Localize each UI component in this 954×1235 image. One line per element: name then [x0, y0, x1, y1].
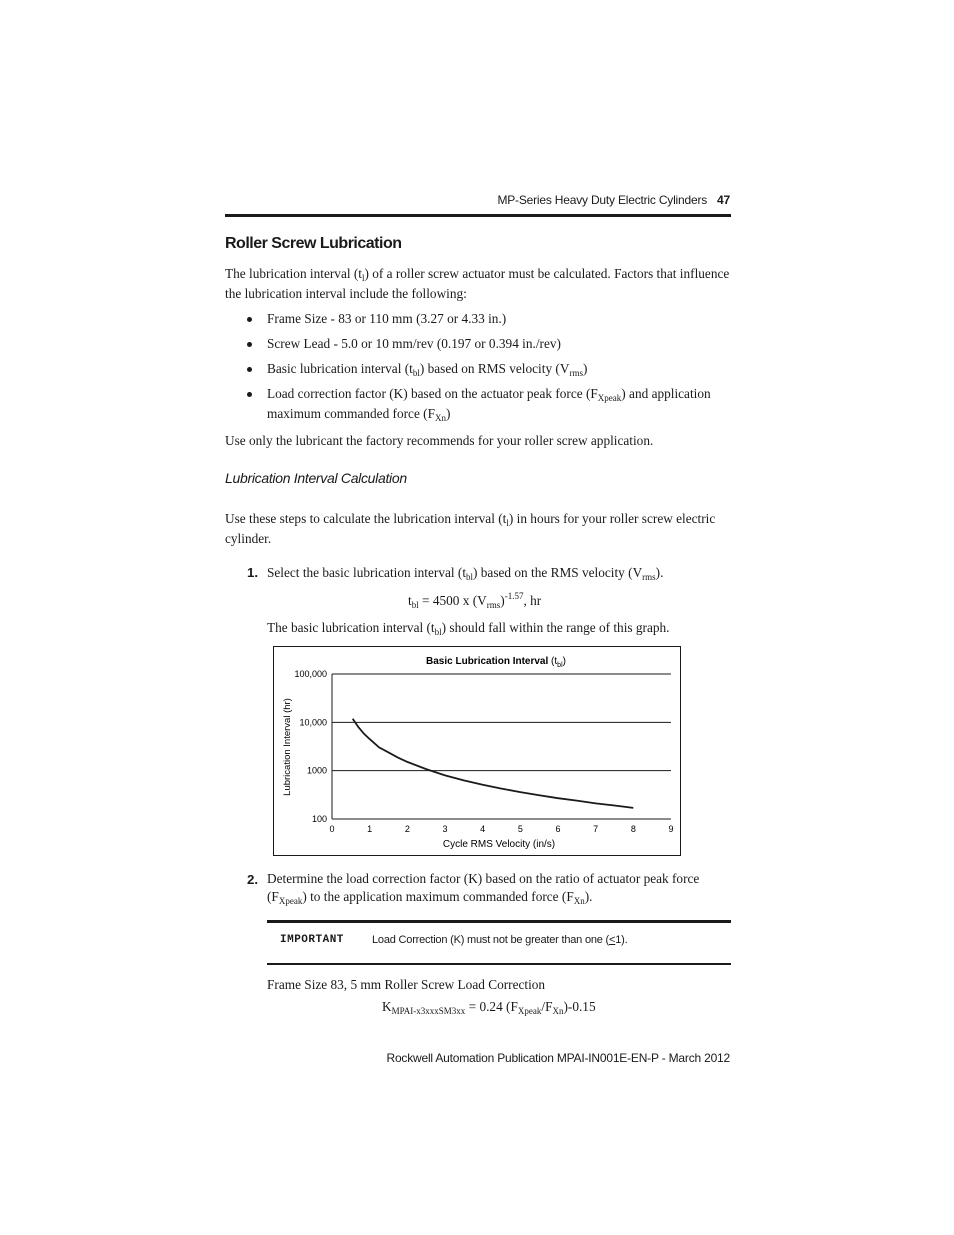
bullet-icon — [247, 317, 252, 322]
list-item: Load correction factor (K) based on the actuator peak force $(F_{Xpeak})$ and application maximum commanded force $(F_{Xn})$ — [247, 384, 717, 424]
bullet-icon — [247, 367, 252, 372]
basic-interval-formula: $t_{bl} = 4500$ x $(V_{rms})^{-1.57}$, hr — [408, 591, 542, 610]
list-item: Screw Lead - 5.0 or 10 mm/rev (0.197 or 0.394 in./rev) — [247, 334, 717, 354]
x-tick-label: 8 — [630, 824, 636, 834]
y-axis-label: Lubrication Interval (hr) — [282, 698, 293, 796]
x-tick-label: 2 — [404, 824, 410, 834]
series-line — [353, 719, 634, 808]
header-rule — [225, 214, 731, 217]
subsection-title: Lubrication Interval Calculation — [225, 470, 407, 486]
graph-range-text: The basic lubrication interval $(t_{bl})$ should fall within the range of this graph. — [267, 620, 670, 637]
important-rule-top — [267, 920, 731, 923]
y-tick-label: 100 — [311, 814, 327, 824]
x-tick-label: 3 — [442, 824, 448, 834]
page-footer: Rockwell Automation Publication MPAI-IN001E-EN-P - March 2012 — [386, 1051, 730, 1065]
bullet-icon — [247, 392, 252, 397]
load-correction-caption: Frame Size 83, 5 mm Roller Screw Load Correction — [267, 977, 546, 992]
chart-title: Basic Lubrication Interval $(t_{bl})$ — [426, 656, 566, 669]
lubrication-chart — [273, 646, 681, 856]
important-text: Load Correction (K) must not be greater than one (<1). — [372, 934, 628, 946]
y-tick-label: 10,000 — [299, 717, 327, 728]
chart-svg — [274, 647, 680, 855]
y-tick-label: 100,000 — [294, 669, 327, 679]
important-rule-bottom — [267, 963, 731, 965]
step-text: Select the basic lubrication interval $(t_{bl})$ based on the RMS velocity $(V_{rms})$. — [267, 565, 664, 582]
section-title: Roller Screw Lubrication — [225, 235, 402, 252]
running-header — [497, 193, 730, 207]
list-item: Basic lubrication interval $(t_{bl})$ based on RMS velocity $(V_{rms})$ — [247, 359, 717, 379]
x-tick-label: 6 — [555, 824, 561, 834]
step-text: Determine the load correction factor (K) based on the ratio of actuator peak force $(F_{Xpeak})$ to the application maximum commanded force $(F_{Xn})$. — [267, 871, 700, 906]
section-intro: The lubrication interval $(t_l)$ of a roller screw actuator must be calculated. Factors that influence the lubrication interval include the following: — [225, 266, 730, 301]
x-tick-label: 7 — [593, 824, 599, 834]
step-number: 2. — [247, 872, 259, 887]
x-tick-label: 5 — [517, 824, 523, 834]
x-axis-label: Cycle RMS Velocity (in/s) — [442, 839, 556, 850]
x-tick-label: 4 — [480, 824, 486, 834]
subsection-intro: Use these steps to calculate the lubrication interval $(t_l)$ in hours for your roller screw electric cylinder. — [225, 511, 716, 546]
lubricant-note: Use only the lubricant the factory recommends for your roller screw application. — [225, 433, 654, 448]
load-correction-formula: $K_{MPAI-x3xxxSM3xx} = 0.24$ $(F_{Xpeak}/F_{Xn})-0.15$ — [382, 999, 596, 1016]
y-tick-label: 1000 — [306, 765, 327, 776]
important-label: IMPORTANT — [280, 934, 344, 946]
list-item: Frame Size - 83 or 110 mm (3.27 or 4.33 in.) — [247, 309, 717, 329]
header-title: MP-Series Heavy Duty Electric Cylinders — [497, 193, 708, 207]
x-tick-label: 1 — [367, 824, 373, 834]
bullet-icon — [247, 342, 252, 347]
factor-list — [247, 309, 717, 429]
x-tick-label: 9 — [668, 824, 674, 834]
x-tick-label: 0 — [329, 824, 335, 834]
step-2 — [247, 870, 717, 910]
page-number: 47 — [717, 193, 730, 207]
step-number: 1. — [247, 565, 259, 580]
